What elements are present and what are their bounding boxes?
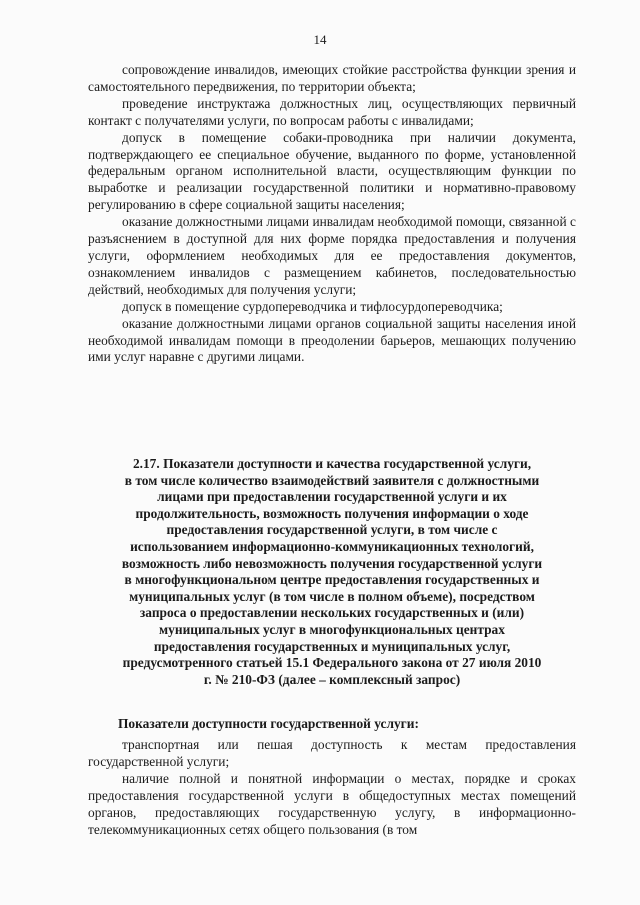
paragraph-transport: транспортная или пешая доступность к местам предоставления государственной услуги; [88,737,576,769]
heading-line: предоставления государственных и муниципальных услуг, [153,638,511,654]
heading-line: в многофункциональном центре предоставления государственных и [124,572,540,588]
subheading-accessibility: Показатели доступности государственной услуги: [118,716,419,731]
heading-line: возможность либо невозможность получения государственной услуги [121,555,543,571]
accessibility-indicators [88,737,576,838]
requirements-list [88,62,576,366]
heading-line: в том числе количество взаимодействий заявителя с должностными [124,472,540,488]
heading-line: продолжительность, возможность получения информации о ходе [135,505,529,521]
paragraph-escort: сопровождение инвалидов, имеющих стойкие расстройства функции зрения и самостоятельного передвижения, по территории объекта; [88,62,576,94]
section-heading-2-17 [88,456,576,688]
paragraph-information: наличие полной и понятной информации о местах, порядке и сроках предоставления государственной услуги в общедоступных местах помещений органов, предоставляющих государственную услугу, в информационно-телекоммуникационных сетях общего пользования (в том [88,770,576,837]
heading-line: использованием информационно-коммуникационных технологий, [130,538,534,554]
heading-line: предусмотренного статьей 15.1 Федерального закона от 27 июля 2010 [122,655,542,671]
heading-line: г. № 210-ФЗ (далее – комплексный запрос) [203,671,461,687]
heading-line: муниципальных услуг в многофункциональных центрах [159,621,505,637]
paragraph-interpreter: допуск в помещение сурдопереводчика и тифлосурдопереводчика; [122,298,503,314]
heading-line: 2.17. Показатели доступности и качества государственной услуги, [132,456,532,471]
paragraph-guide-dog: допуск в помещение собаки-проводника при наличии документа, подтверждающего ее специальное обучение, выданного по форме, установленной федеральным органом исполнительной власти, осуществляющим функции по выработке и реализации государственной политики и нормативно-правовому регулированию в сфере социальной защиты населения; [88,129,576,213]
heading-line: запроса о предоставлении нескольких государственных и (или) [139,605,525,621]
paragraph-briefing: проведение инструктажа должностных лиц, осуществляющих первичный контакт с получателями услуги, по вопросам работы с инвалидами; [88,95,576,128]
paragraph-assistance: оказание должностными лицами инвалидам необходимой помощи, связанной с разъяснением в доступной для них форме порядка предоставления и получения услуги, оформлением необходимых для ее предоставления документов, ознакомлением инвалидов с размещением кабинетов, последовательностью действий, необходимых для получения услуги; [88,214,576,297]
paragraph-other-help: оказание должностными лицами органов социальной защиты населения иной необходимой инвалидам помощи в преодолении барьеров, мешающих получению ими услуг наравне с другими лицами. [88,315,576,365]
heading-line: муниципальных услуг (в том числе в полном объеме), посредством [129,588,535,604]
page-number: 14 [313,32,327,47]
heading-line: предоставления государственной услуги, в том числе с [166,522,498,538]
heading-line: лицами при предоставлении государственной услуги и их [157,489,507,505]
